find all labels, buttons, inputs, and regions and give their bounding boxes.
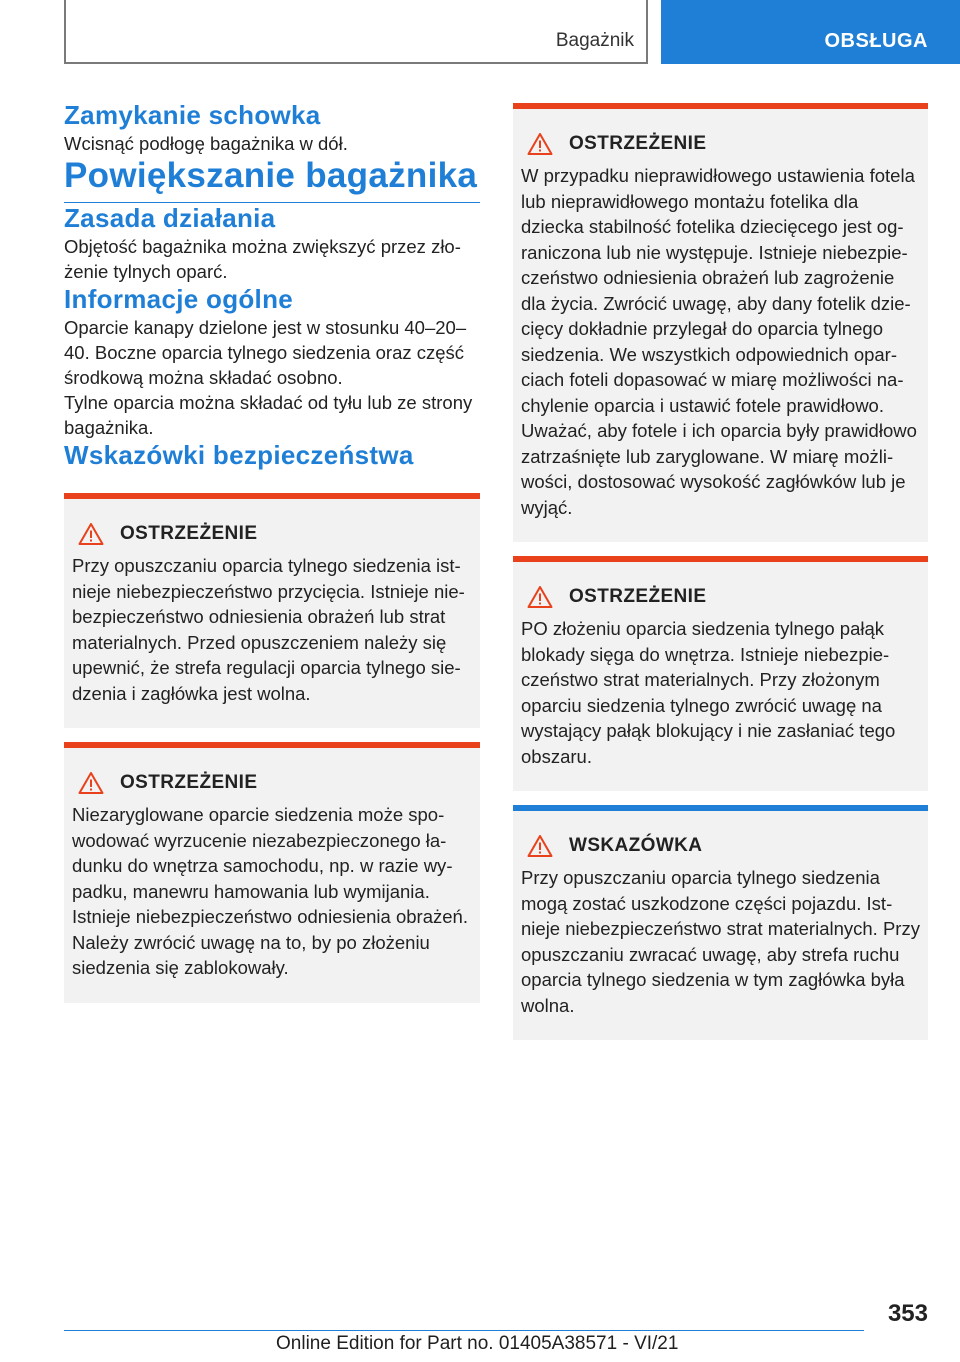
page-number: 353: [887, 1300, 928, 1327]
general-text-2: Tylne oparcia można składać od tyłu lub ze strony bagażnika.: [64, 392, 473, 438]
notice-title: OSTRZEŻENIE: [120, 772, 258, 793]
notice-text: W przypadku nieprawidłowego ustawienia fotela lub nieprawidłowego montażu fotelika dla dziecka stabilność fotelika dziecięcego jest ograniczona lub nie występuje. Istnieje niebezpieczeństwo odniesienia obrażeń lub zagrożenie dla życia. Zwrócić uwagę, aby dany fotelik dziecięcy dokładnie przylegał do oparcia tylnego siedzenia. We wszystkich odpowiednich oparciach foteli dopasować w miarę możliwości nachylenie oparcia i ustawić fotele prawidłowo. Uważać, aby fotele i ich oparcia były prawidłowo zatrzaśnięte lub zaryglowane. W miarę możliwości, dostosować wysokość zagłówków lub je wyjąć.: [521, 165, 917, 518]
main-heading: Powiększanie bagażnika: [64, 156, 480, 203]
notice-title: OSTRZEŻENIE: [569, 586, 707, 607]
closing-text: Wcisnąć podłogę bagażnika w dół.: [64, 133, 348, 154]
warning-triangle-icon: [527, 834, 553, 858]
general-heading: Informacje ogólne: [64, 284, 294, 314]
closing-heading: Zamykanie schowka: [64, 100, 321, 130]
notice-title: OSTRZEŻENIE: [569, 133, 707, 154]
general-text-1: Oparcie kanapy dzielone jest w stosunku 40–20–40. Boczne oparcia tylnego siedzenia oraz część środkową można składać osobno.: [64, 317, 467, 388]
warning-notice: [64, 742, 480, 1003]
hint-notice: [513, 805, 928, 1040]
principle-heading: Zasada działania: [64, 203, 276, 233]
notice-text: PO złożeniu oparcia siedzenia tylnego pałąk blokady sięga do wnętrza. Istnieje niebezpieczeństwo strat materialnych. Przy złożonym oparciu siedzenia tylnego zwrócić uwagę na wystający pałąk blokujący i nie zasłaniać tego obszaru.: [521, 618, 896, 767]
principle-text: Objętość bagażnika można zwiększyć przez złożenie tylnych oparć.: [64, 236, 461, 282]
notice-text: Przy opuszczaniu oparcia tylnego siedzenia mogą zostać uszkodzone części pojazdu. Istnieje niebezpieczeństwo strat materialnych. Przy opuszczaniu zwracać uwagę, aby strefa ruchu oparcia tylnego siedzenia w tym zagłówka była wolna.: [521, 867, 920, 1016]
warning-triangle-icon: [78, 522, 104, 546]
header-section-box: [64, 0, 648, 64]
notice-title: OSTRZEŻENIE: [120, 523, 258, 544]
warning-notice: [513, 556, 928, 791]
warning-triangle-icon: [78, 771, 104, 795]
right-column: [513, 100, 928, 1040]
warning-triangle-icon: [527, 132, 553, 156]
notice-title: WSKAZÓWKA: [569, 835, 703, 856]
warning-notice: [513, 103, 928, 542]
left-column: [64, 100, 480, 1003]
safety-heading: Wskazówki bezpieczeństwa: [64, 440, 414, 470]
footer-divider: [64, 1330, 864, 1331]
header-chapter-label: OBSŁUGA: [824, 30, 928, 52]
notice-text: Niezaryglowane oparcie siedzenia może spowodować wyrzucenie niezabezpieczonego ładunku do wnętrza samochodu, np. w razie wypadku, manewru hamowania lub wymijania. Istnieje niebezpieczeństwo odniesienia obrażeń. Należy zwrócić uwagę na to, by po złożeniu siedzenia się zablokowały.: [72, 804, 468, 978]
header-section-label: Bagażnik: [555, 30, 634, 51]
warning-notice: [64, 493, 480, 728]
warning-triangle-icon: [527, 585, 553, 609]
footer-edition: Online Edition for Part no. 01405A38571 - VI/21: [276, 1333, 679, 1354]
notice-text: Przy opuszczaniu oparcia tylnego siedzenia istnieje niebezpieczeństwo przycięcia. Istnieje niebezpieczeństwo odniesienia obrażeń lub strat materialnych. Przed opuszczeniem należy się upewnić, że strefa regulacji oparcia tylnego siedzenia i zagłówka jest wolna.: [72, 555, 465, 704]
header-chapter-tab: [661, 0, 960, 64]
